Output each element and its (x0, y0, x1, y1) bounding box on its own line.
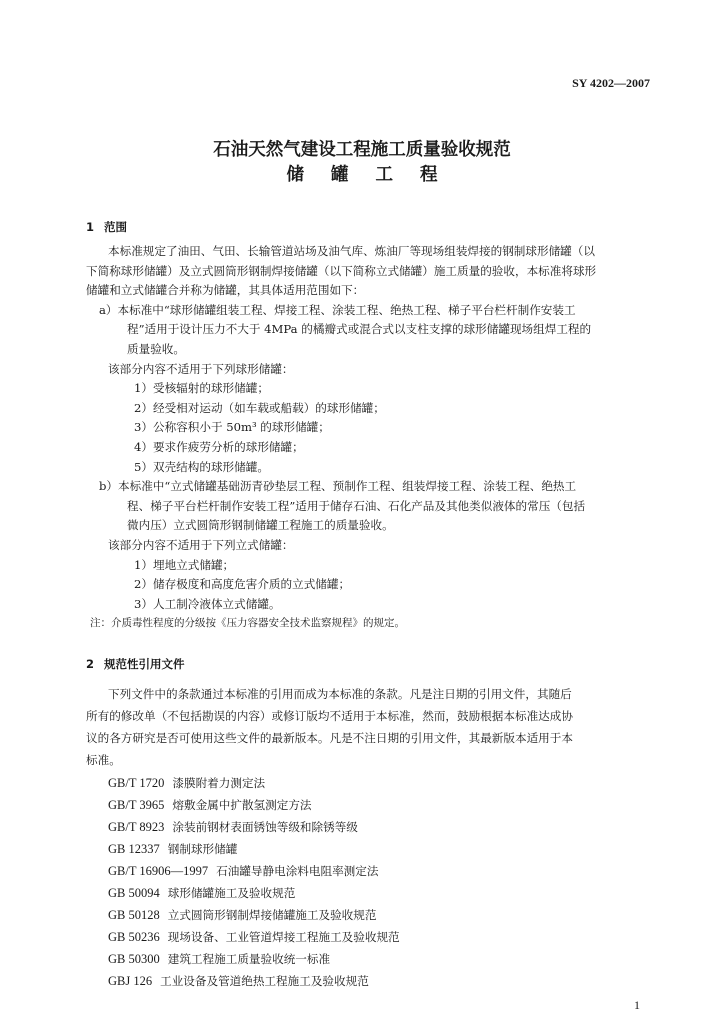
reference-item (108, 930, 400, 944)
page-number: 1 (634, 998, 640, 1012)
list-item-b-cont: 程、梯子平台栏杆制作安装工程”适用于储存石油、石化产品及其他类似液体的常压（包括 (127, 498, 586, 513)
standard-code: SY 4202—2007 (572, 76, 650, 90)
list-item-a: a）本标准中“球形储罐组装工程、焊接工程、涂装工程、绝热工程、梯子平台栏杆制作安装工 (99, 302, 576, 317)
reference-title: 钢制球形储罐 (167, 842, 238, 856)
reference-title: 涂装前钢材表面锈蚀等级和除锈等级 (172, 820, 358, 834)
paragraph-line: 标准。 (86, 753, 121, 767)
reference-item (108, 776, 265, 790)
paragraph-line: 所有的修改单（不包括勘误的内容）或修订版均不适用于本标准，然而，鼓励根据本标准达成协 (86, 709, 573, 723)
paragraph-line: 本标准规定了油田、气田、长输管道站场及油气库、炼油厂等现场组装焊接的钢制球形储罐（以 (108, 244, 595, 258)
exclusion-item: 2）储存极度和高度危害介质的立式储罐； (134, 577, 351, 592)
reference-title: 熔敷金属中扩散氢测定方法 (172, 798, 312, 812)
document-subtitle: 储罐工程 (286, 165, 465, 185)
exclusion-item: 3）人工制冷液体立式储罐。 (134, 596, 281, 611)
reference-item (108, 842, 237, 856)
note: 注：介质毒性程度的分级按《压力容器安全技术监察规程》的规定。 (90, 617, 405, 630)
section-title: 规范性引用文件 (104, 657, 185, 671)
reference-code: GB/T 1720 (108, 776, 165, 790)
paragraph-line: 下列文件中的条款通过本标准的引用而成为本标准的条款。凡是注日期的引用文件，其随后 (108, 687, 572, 701)
reference-code: GB 50236 (108, 930, 160, 944)
reference-item (108, 864, 378, 878)
reference-code: GB/T 8923 (108, 820, 165, 834)
reference-code: GB 50094 (108, 886, 160, 900)
exclusion-intro: 该部分内容不适用于下列立式储罐： (108, 538, 294, 552)
list-item-b-cont: 微内压）立式圆筒形钢制储罐工程施工的质量验收。 (127, 518, 394, 533)
reference-item (108, 798, 312, 812)
reference-code: GB 50128 (108, 908, 160, 922)
reference-code: GB 50300 (108, 952, 160, 966)
exclusion-item: 1）受核辐射的球形储罐； (134, 381, 269, 396)
list-item-b: b）本标准中“立式储罐基础沥青砂垫层工程、预制作工程、组装焊接工程、涂装工程、绝热工 (99, 479, 577, 494)
reference-item (108, 974, 369, 988)
paragraph-line: 储罐和立式储罐合并称为储罐，其具体适用范围如下： (86, 283, 365, 298)
section-1-heading (86, 219, 127, 235)
reference-code: GB/T 16906—1997 (108, 864, 209, 878)
list-item-a-cont: 质量验收。 (127, 342, 185, 356)
reference-title: 立式圆筒形钢制焊接储罐施工及验收规范 (167, 908, 377, 922)
exclusion-intro: 该部分内容不适用于下列球形储罐： (108, 361, 294, 376)
reference-title: 工业设备及管道绝热工程施工及验收规范 (160, 974, 369, 988)
paragraph-line: 议的各方研究是否可使用这些文件的最新版本。凡是不注日期的引用文件，其最新版本适用于本 (86, 731, 573, 745)
section-2-heading (86, 656, 185, 672)
exclusion-item: 3）公称容积小于 50m³ 的球形储罐； (134, 420, 330, 435)
reference-item (108, 908, 376, 922)
reference-title: 漆膜附着力测定法 (172, 776, 266, 790)
exclusion-item: 5）双壳结构的球形储罐。 (134, 459, 269, 474)
reference-item (108, 820, 358, 834)
reference-title: 石油罐导静电涂料电阻率测定法 (216, 864, 379, 878)
section-number: 2 (86, 657, 95, 671)
reference-item (108, 952, 330, 966)
document-title: 石油天然气建设工程施工质量验收规范 (213, 140, 511, 160)
list-item-a-cont: 程”适用于设计压力不大于 4MPa 的橘瓣式或混合式以支柱支撑的球形储罐现场组焊工程的 (127, 322, 592, 337)
reference-code: GB/T 3965 (108, 798, 165, 812)
exclusion-item: 4）要求作疲劳分析的球形储罐； (134, 440, 304, 454)
exclusion-item: 1）埋地立式储罐； (134, 557, 235, 572)
reference-title: 现场设备、工业管道焊接工程施工及验收规范 (167, 930, 400, 944)
reference-title: 建筑工程施工质量验收统一标准 (167, 952, 331, 966)
exclusion-item: 2）经受相对运动（如车载或船载）的球形储罐； (134, 400, 385, 415)
section-title: 范围 (104, 220, 127, 234)
reference-code: GB 12337 (108, 842, 160, 856)
section-number: 1 (86, 220, 95, 234)
reference-code: GBJ 126 (108, 974, 153, 988)
reference-title: 球形储罐施工及验收规范 (167, 886, 296, 900)
reference-item (108, 886, 295, 900)
paragraph-line: 下简称球形储罐）及立式圆筒形钢制焊接储罐（以下简称立式储罐）施工质量的验收，本标准将球形 (86, 263, 597, 278)
